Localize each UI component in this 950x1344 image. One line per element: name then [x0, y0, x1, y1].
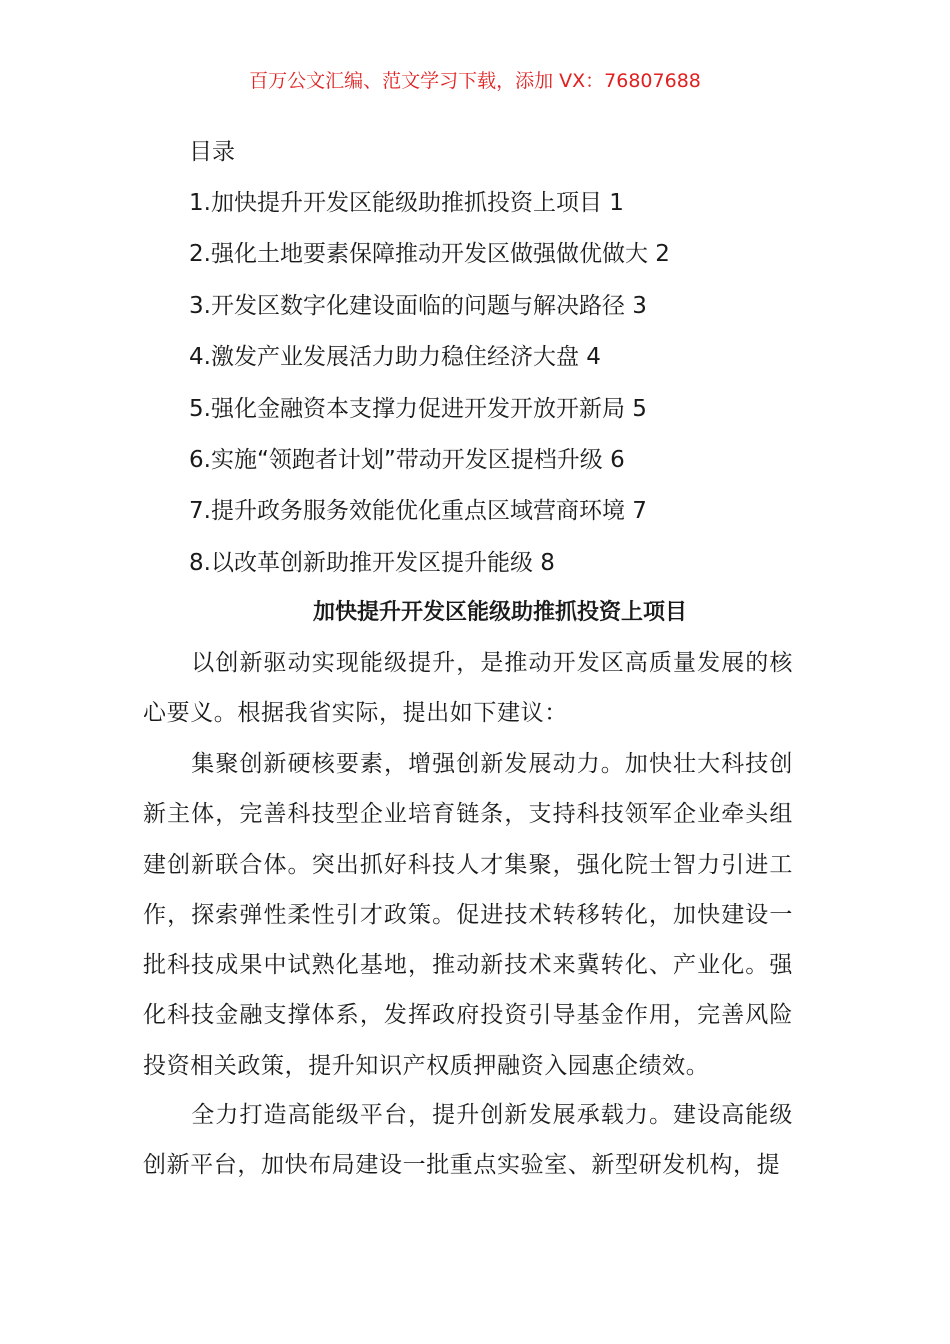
toc-item[interactable]: 4.激发产业发展活力助力稳住经济大盘 4	[189, 344, 601, 371]
toc-item[interactable]: 2.强化土地要素保障推动开发区做强做优做大 2	[189, 241, 670, 268]
toc-item[interactable]: 3.开发区数字化建设面临的问题与解决路径 3	[189, 292, 647, 319]
article-paragraph: 全力打造高能级平台，提升创新发展承载力。建设高能级创新平台，加快布局建设一批重点实验室、新型研发机构，提	[143, 1102, 793, 1179]
toc-item[interactable]: 7.提升政务服务效能优化重点区域营商环境 7	[189, 498, 647, 525]
toc-item[interactable]: 5.强化金融资本支撑力促进开发开放开新局 5	[189, 395, 647, 422]
article-paragraph: 以创新驱动实现能级提升，是推动开发区高质量发展的核心要义。根据我省实际，提出如下建议：	[143, 650, 793, 727]
watermark-header: 百万公文汇编、范文学习下载，添加 VX：76807688	[249, 70, 701, 92]
table-of-contents	[189, 187, 670, 598]
toc-item[interactable]: 6.实施“领跑者计划”带动开发区提档升级 6	[189, 446, 625, 473]
article-paragraph: 集聚创新硬核要素，增强创新发展动力。加快壮大科技创新主体，完善科技型企业培育链条，支持科技领军企业牵头组建创新联合体。突出抓好科技人才集聚，强化院士智力引进工作，探索弹性柔性引才政策。促进技术转移转化，加快建设一批科技成果中试熟化基地，推动新技术来冀转化、产业化。强化科技金融支撑体系，发挥政府投资引导基金作用，完善风险投资相关政策，提升知识产权质押融资入园惠企绩效。	[143, 751, 793, 1079]
article-title: 加快提升开发区能级助推抓投资上项目	[312, 600, 687, 625]
toc-item[interactable]: 1.加快提升开发区能级助推抓投资上项目 1	[189, 190, 624, 216]
toc-title: 目录	[189, 139, 235, 165]
toc-item[interactable]: 8.以改革创新助推开发区提升能级 8	[189, 549, 555, 576]
